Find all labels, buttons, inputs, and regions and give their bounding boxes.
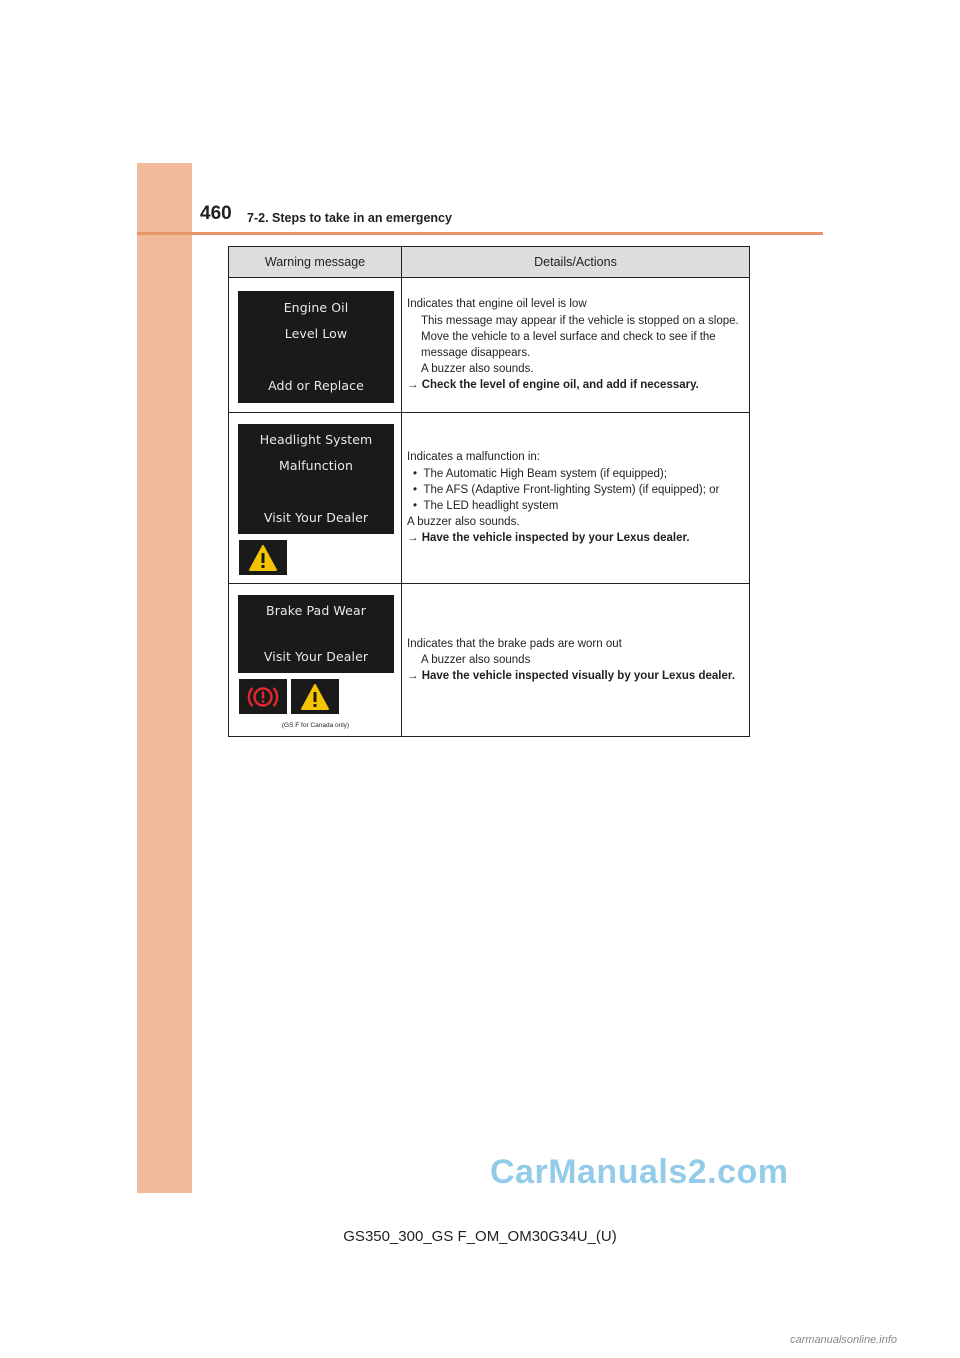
- chapter-sidebar-tab: [137, 163, 192, 1193]
- action-text: Check the level of engine oil, and add if necessary.: [421, 379, 699, 392]
- table-row: [229, 278, 749, 413]
- details-intro: Indicates a malfunction in:: [407, 451, 540, 464]
- details-cell: [402, 584, 749, 736]
- display-screen-engine-oil: [238, 291, 394, 403]
- bullet-item: • The Automatic High Beam system (if equipped);: [413, 467, 667, 480]
- master-warning-icon: [239, 540, 287, 575]
- column-header-details-actions: Details/Actions: [534, 255, 617, 269]
- bullet-item: • The AFS (Adaptive Front-lighting System) (if equipped); or: [413, 483, 720, 496]
- image-caption: (GS F for Canada only): [281, 722, 350, 729]
- screen-line: [238, 352, 394, 367]
- details-intro: Indicates that the brake pads are worn out: [407, 637, 622, 650]
- section-title: 7-2. Steps to take in an emergency: [247, 211, 452, 225]
- warning-message-table: [228, 246, 750, 737]
- details-buzzer: A buzzer also sounds.: [407, 516, 520, 529]
- brake-warning-icon: [239, 679, 287, 714]
- details-cell: [402, 413, 749, 583]
- screen-line: Visit Your Dealer: [263, 649, 369, 664]
- screen-line: Brake Pad Wear: [266, 603, 366, 618]
- screen-line: Engine Oil: [283, 300, 349, 315]
- document-code: GS350_300_GS F_OM_OM30G34U_(U): [343, 1228, 617, 1245]
- screen-line: [238, 626, 394, 641]
- screen-line: Malfunction: [278, 458, 354, 473]
- action-text: Have the vehicle inspected by your Lexus dealer.: [421, 532, 690, 545]
- details-action: [407, 668, 741, 684]
- watermark: CarManuals2.com: [490, 1153, 789, 1191]
- screen-line: Visit Your Dealer: [263, 510, 369, 525]
- arrow-icon: →: [407, 379, 422, 392]
- details-action: [407, 377, 741, 393]
- master-warning-icon: [291, 679, 339, 714]
- table-header-row: [229, 247, 749, 278]
- page-number: 460: [200, 203, 232, 224]
- bullet-text: The AFS (Adaptive Front-lighting System) (if equipped); or: [423, 483, 720, 496]
- screen-line: Level Low: [284, 326, 348, 341]
- details-cell: [402, 278, 749, 412]
- table-row: [229, 413, 749, 584]
- column-header-warning-message: Warning message: [229, 247, 402, 277]
- details-buzzer: A buzzer also sounds: [421, 653, 531, 666]
- display-screen-brake-pad: [238, 595, 394, 673]
- site-logo: carmanualsonline.info: [790, 1334, 898, 1346]
- details-buzzer: A buzzer also sounds.: [421, 363, 534, 376]
- warning-message-cell: [229, 278, 402, 412]
- warning-message-cell: [229, 413, 402, 583]
- display-screen-headlight: [238, 424, 394, 534]
- header-rule: [137, 232, 823, 235]
- details-action: [407, 530, 741, 546]
- table-row: [229, 584, 749, 736]
- action-text: Have the vehicle inspected visually by your Lexus dealer.: [421, 670, 735, 683]
- arrow-icon: →: [407, 670, 422, 683]
- screen-line: Headlight System: [259, 432, 373, 447]
- screen-line: [238, 484, 394, 499]
- details-note: This message may appear if the vehicle is stopped on a slope. Move the vehicle to a level surface and check to see if the message disappears.: [421, 314, 739, 359]
- bullet-item: • The LED headlight system: [413, 500, 559, 512]
- screen-line: Add or Replace: [268, 378, 364, 393]
- arrow-icon: →: [407, 532, 422, 545]
- bullet-text: The Automatic High Beam system (if equipped);: [423, 467, 667, 480]
- bullet-text: The LED headlight system: [423, 500, 559, 512]
- details-intro: Indicates that engine oil level is low: [407, 298, 587, 311]
- warning-message-cell: [229, 584, 402, 736]
